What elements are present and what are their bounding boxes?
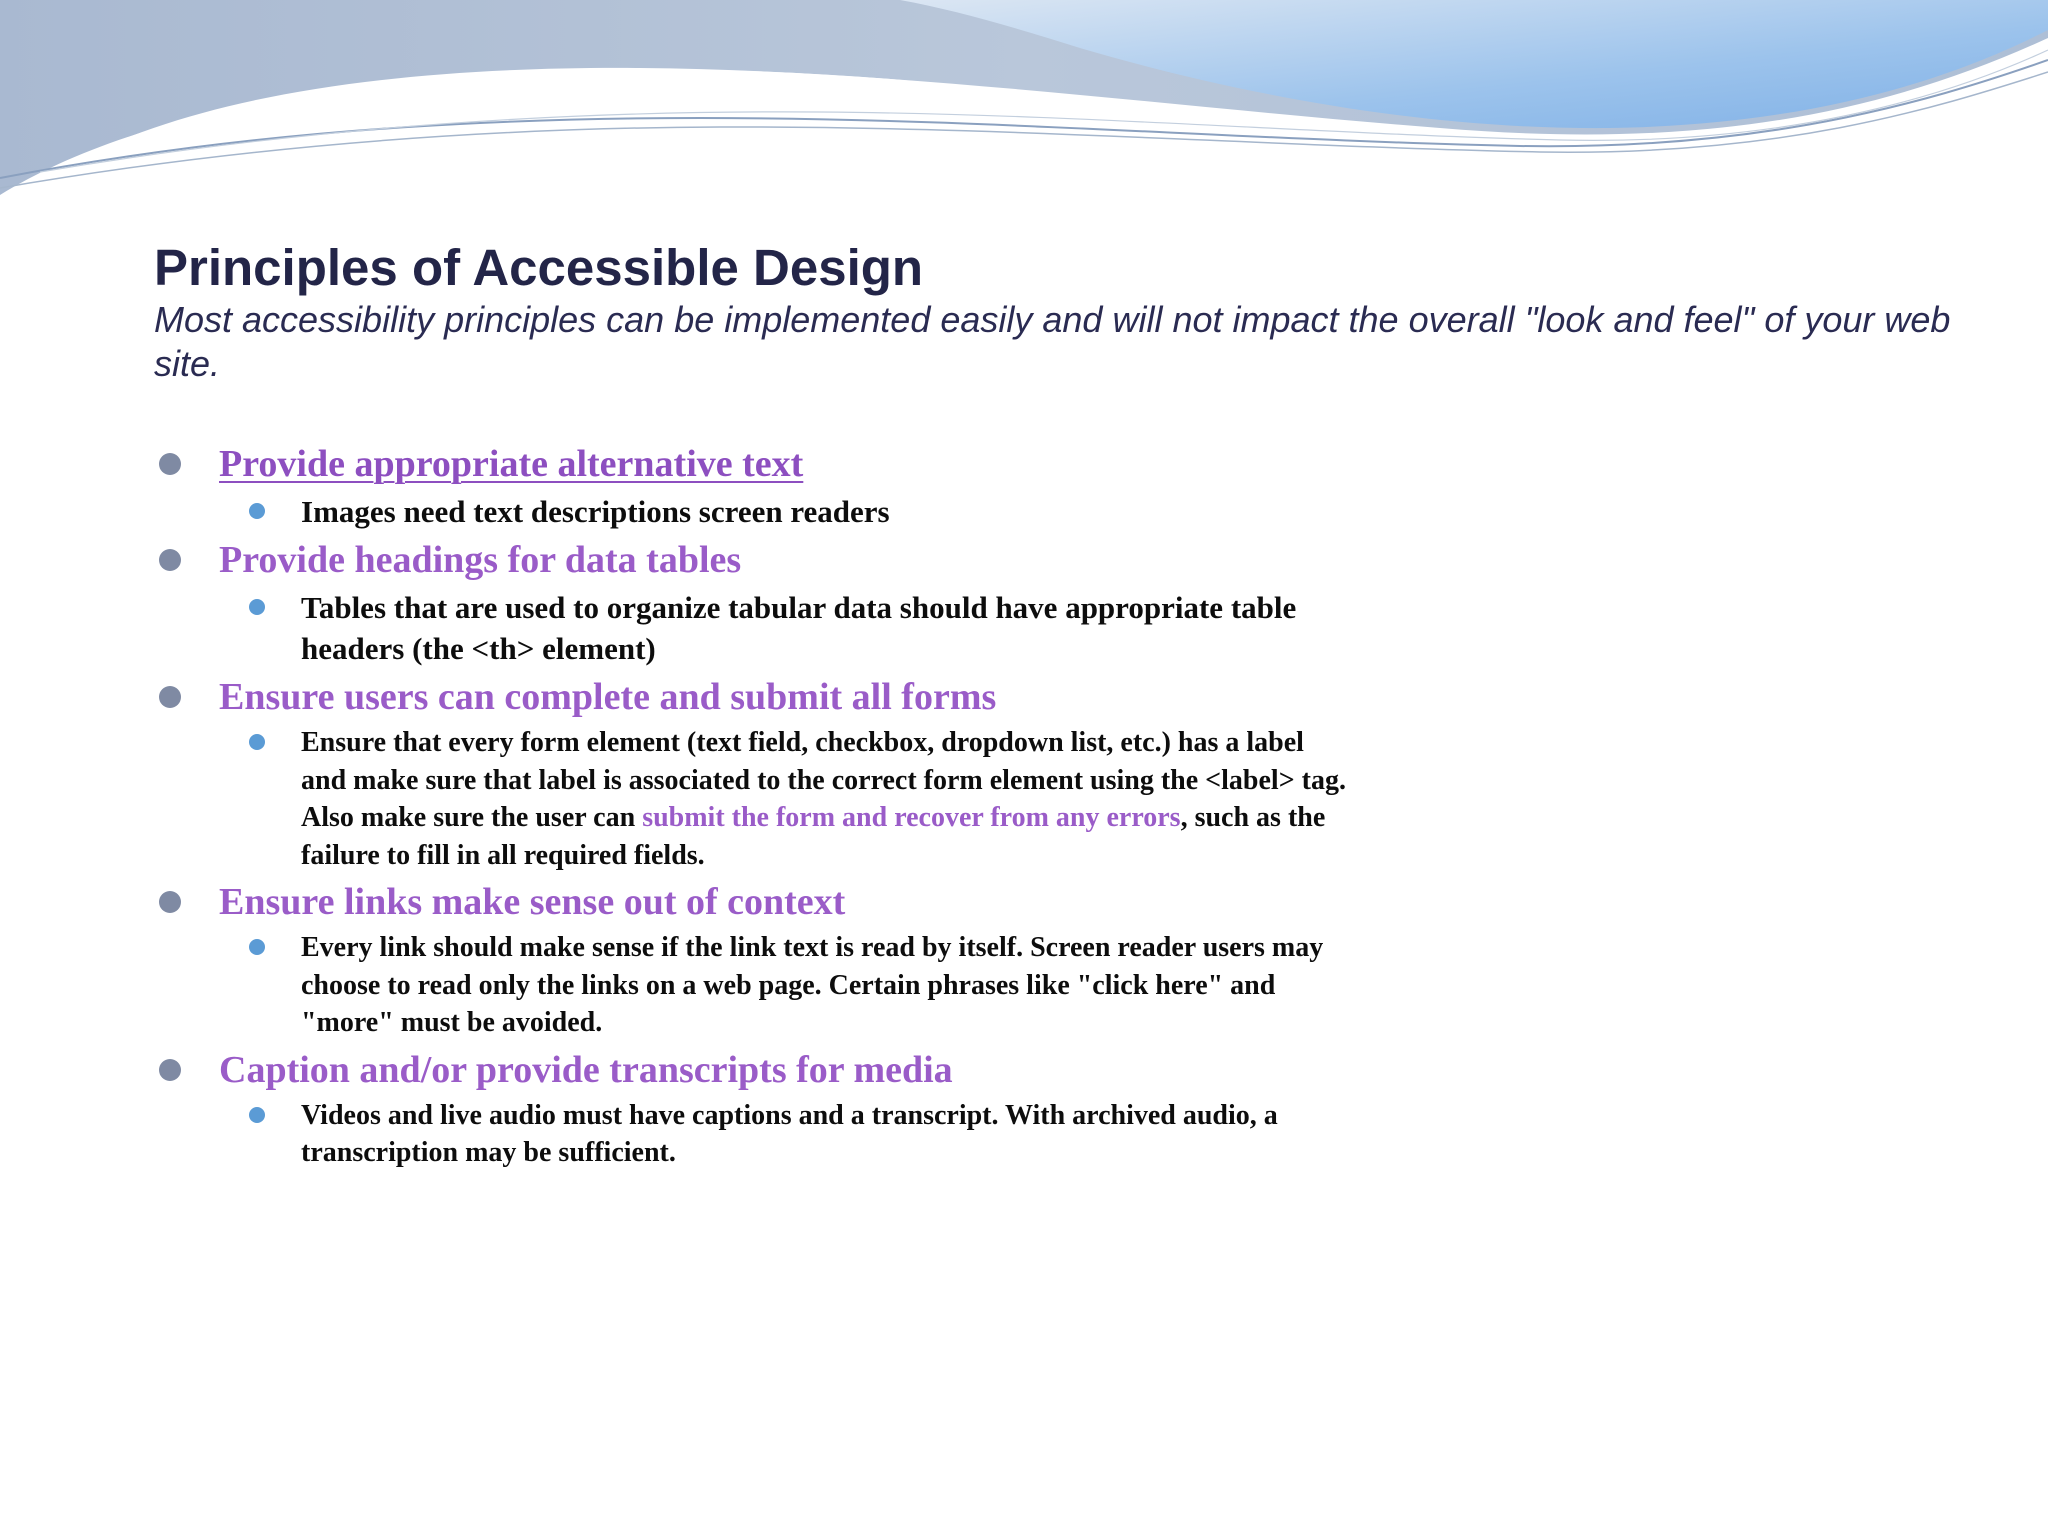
- forms-detail-text-end: , such as the failure to fill in all required fields.: [301, 802, 1326, 871]
- bullet-dot-icon: [159, 891, 181, 913]
- slide-subtitle: Most accessibility principles can be implemented easily and will not impact the overall "look and feel" of your web site.: [154, 299, 1951, 384]
- sub-bullet-dot-icon: [249, 599, 265, 615]
- principle-item-alt-text: [154, 438, 1354, 534]
- sub-bullet-dot-icon: [249, 1107, 265, 1123]
- alt-text-detail: Images need text descriptions screen readers: [301, 494, 890, 529]
- forms-detail-text: Ensure that every form element (text field, checkbox, dropdown list, etc.) has a label and make sure that label is associated to the correct form element using the <label> tag. Also make sure the user can: [301, 727, 1346, 833]
- links-detail: Every link should make sense if the link text is read by itself. Screen reader users may choose to read only the links on a web page. Certain phrases like "click here" and "more" must be avoided.: [301, 932, 1324, 1038]
- bullet-dot-icon: [159, 1059, 181, 1081]
- header-wave-decoration: [0, 0, 2048, 240]
- principle-detail: [219, 928, 1354, 1044]
- sub-bullet-dot-icon: [249, 503, 265, 519]
- media-heading: Caption and/or provide transcripts for media: [219, 1048, 953, 1091]
- principle-item-data-tables: [154, 534, 1354, 671]
- principle-item-links: [154, 876, 1354, 1044]
- links-heading: Ensure links make sense out of context: [219, 881, 846, 923]
- forms-heading: Ensure users can complete and submit all forms: [219, 676, 997, 718]
- principle-item-media: [154, 1044, 1354, 1174]
- forms-detail: [301, 723, 1354, 876]
- submit-form-errors-link[interactable]: submit the form and recover from any errors: [642, 802, 1181, 833]
- principles-list: [154, 438, 1354, 1174]
- slide-title: Principles of Accessible Design: [154, 239, 924, 296]
- principle-detail: [219, 490, 1354, 534]
- bullet-dot-icon: [159, 549, 181, 571]
- data-tables-detail: Tables that are used to organize tabular data should have appropriate table headers (the <th> element): [301, 590, 1297, 666]
- alt-text-link[interactable]: Provide appropriate alternative text: [219, 443, 804, 485]
- principle-item-forms: [154, 671, 1354, 876]
- data-tables-heading: Provide headings for data tables: [219, 539, 742, 581]
- sub-bullet-dot-icon: [249, 734, 265, 750]
- sub-bullet-dot-icon: [249, 939, 265, 955]
- principle-detail: [219, 1096, 1354, 1174]
- bullet-dot-icon: [159, 453, 181, 475]
- principle-detail: [219, 723, 1354, 876]
- bullet-dot-icon: [159, 686, 181, 708]
- principle-detail: [219, 586, 1354, 671]
- media-detail: Videos and live audio must have captions and a transcript. With archived audio, a transcription may be sufficient.: [301, 1099, 1278, 1168]
